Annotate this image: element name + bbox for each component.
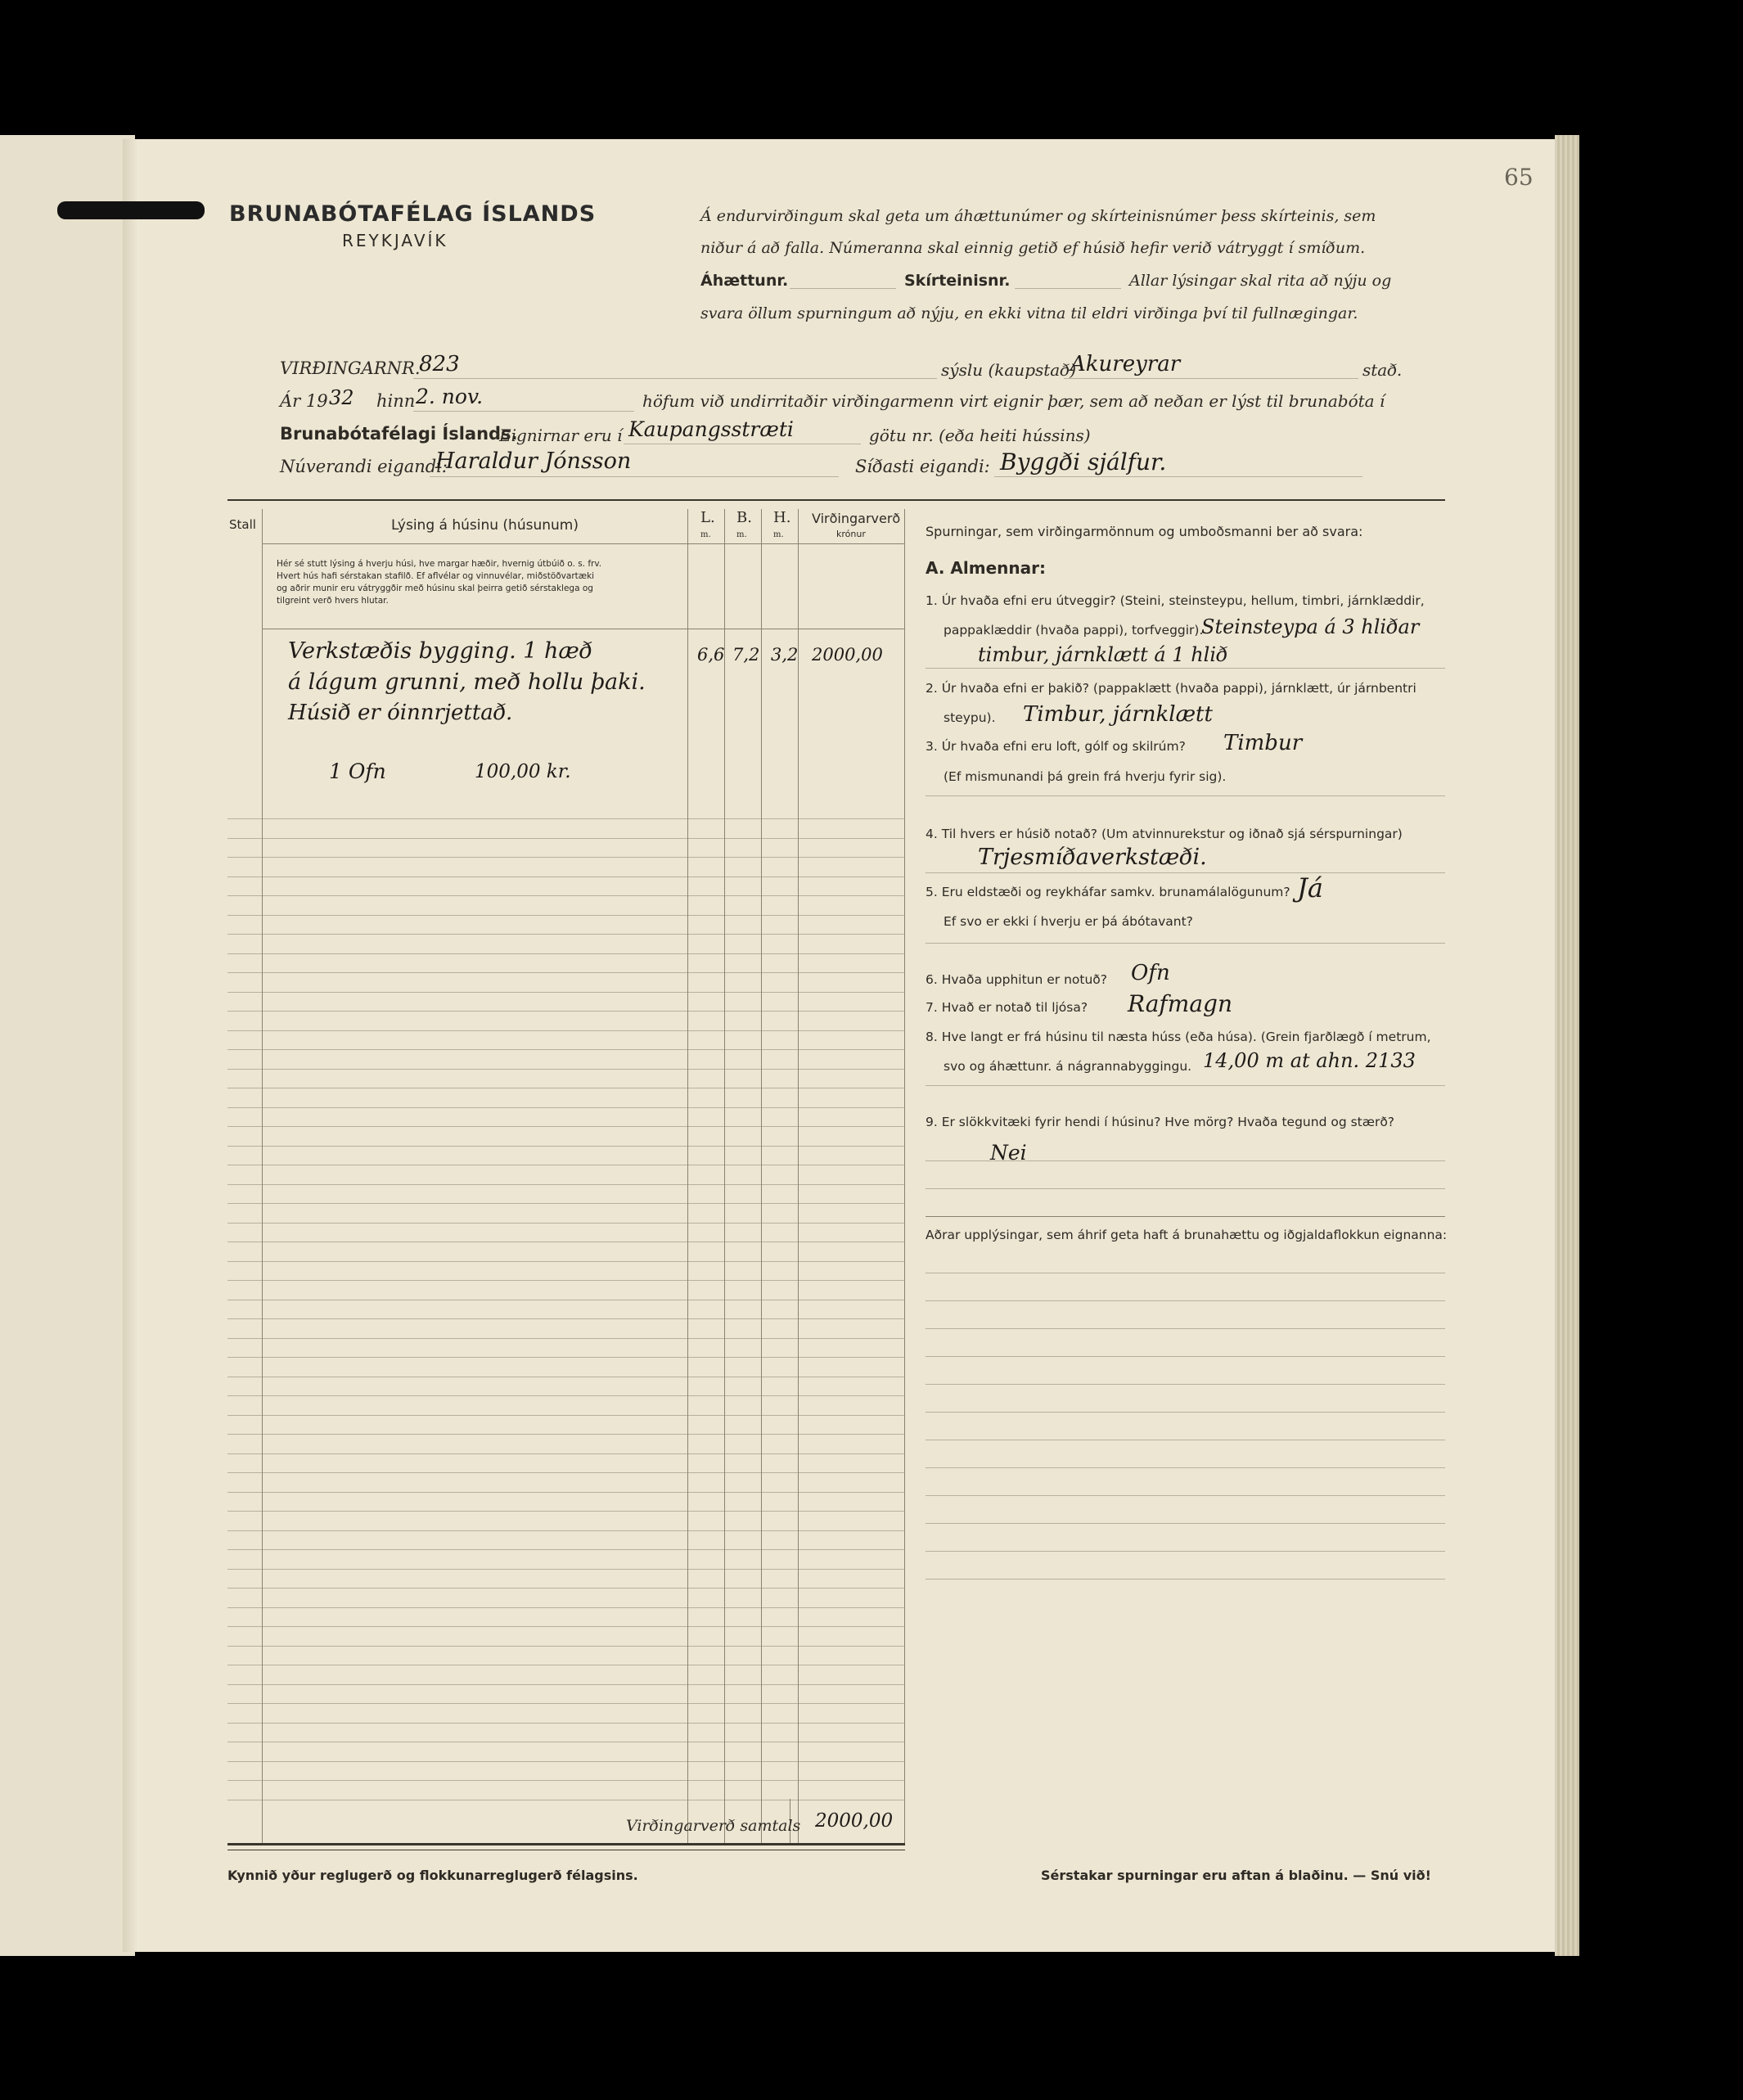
page-number: 65 bbox=[1504, 164, 1534, 191]
ledger-line bbox=[227, 1126, 904, 1127]
ledger-line bbox=[227, 1395, 904, 1396]
ledger-line bbox=[227, 1415, 904, 1416]
ledger-line bbox=[227, 1703, 904, 1704]
ledger-line bbox=[227, 1492, 904, 1493]
ledger-line bbox=[227, 992, 904, 993]
entry-line-2: á lágum grunni, með hollu þaki. bbox=[288, 669, 646, 695]
owner: Haraldur Jónsson bbox=[435, 448, 632, 474]
ledger-line bbox=[227, 1280, 904, 1281]
footer-left: Kynnið yður reglugerð og flokkunarreglugerð félagsins. bbox=[227, 1868, 638, 1883]
valuation-number: 823 bbox=[419, 352, 460, 376]
ledger-line bbox=[227, 934, 904, 935]
answer-1a: Steinsteypa á 3 hliðar bbox=[1201, 615, 1420, 638]
ledger-line bbox=[227, 838, 904, 839]
binding-clip bbox=[57, 201, 205, 219]
section-a: A. Almennar: bbox=[926, 558, 1046, 578]
ledger-line bbox=[227, 1549, 904, 1550]
entry-extra-value: 100,00 kr. bbox=[475, 761, 571, 782]
ledger-line bbox=[227, 1780, 904, 1781]
day: 2. nov. bbox=[416, 385, 484, 408]
page bbox=[135, 139, 1555, 1952]
entry-line-1: Verkstæðis bygging. 1 hæð bbox=[288, 638, 593, 664]
org-name: BRUNABÓTAFÉLAG ÍSLANDS bbox=[229, 201, 597, 227]
ledger-line bbox=[227, 1453, 904, 1454]
other-info-line bbox=[926, 1579, 1445, 1580]
ledger-line bbox=[227, 972, 904, 973]
ledger-line bbox=[227, 1184, 904, 1185]
other-info-line bbox=[926, 1495, 1445, 1496]
questions-intro: Spurningar, sem virðingarmönnum og umboðsmanni ber að svara: bbox=[926, 524, 1363, 539]
entry-extra-item: 1 Ofn bbox=[329, 759, 386, 783]
ledger-line bbox=[227, 915, 904, 916]
total-label: Virðingarverð samtals bbox=[626, 1817, 801, 1835]
left-page bbox=[0, 135, 135, 1956]
ledger-line bbox=[227, 1011, 904, 1012]
footer-right: Sérstakar spurningar eru aftan á blaðinu. — Snú við! bbox=[1041, 1868, 1431, 1883]
page-edge bbox=[1555, 135, 1579, 1956]
other-info-line bbox=[926, 1523, 1445, 1524]
answer-4: Trjesmíðaverkstæði. bbox=[978, 845, 1207, 870]
other-info-line bbox=[926, 1300, 1445, 1301]
ledger-line bbox=[227, 1684, 904, 1685]
col-desc: Lýsing á húsinu (húsunum) bbox=[391, 517, 579, 534]
ledger-line bbox=[227, 1626, 904, 1627]
ledger-line bbox=[227, 1261, 904, 1262]
valuation-label: VIRÐINGARNR. bbox=[280, 358, 421, 378]
answer-3: Timbur bbox=[1223, 731, 1303, 755]
ledger-line bbox=[227, 1318, 904, 1319]
ledger-line bbox=[227, 1107, 904, 1108]
other-info-line bbox=[926, 1412, 1445, 1413]
org-city: REYKJAVÍK bbox=[342, 231, 448, 250]
ledger-line bbox=[227, 818, 904, 819]
ledger-line bbox=[227, 1049, 904, 1050]
ledger-line bbox=[227, 953, 904, 954]
col-value: Virðingarverð bbox=[812, 511, 901, 526]
ledger-line bbox=[227, 1761, 904, 1762]
entry-value: 2000,00 bbox=[812, 645, 883, 665]
ledger-line bbox=[227, 1723, 904, 1724]
other-info-line bbox=[926, 1384, 1445, 1385]
total-value: 2000,00 bbox=[815, 1810, 894, 1832]
entry-line-3: Húsið er óinnrjettað. bbox=[288, 701, 513, 725]
ledger-line bbox=[227, 1434, 904, 1435]
ledger-line bbox=[227, 1030, 904, 1031]
ledger-line bbox=[227, 1338, 904, 1339]
entry-l: 6,6 bbox=[697, 645, 725, 665]
answer-6: Ofn bbox=[1131, 961, 1170, 985]
other-info-line bbox=[926, 1328, 1445, 1329]
other-info-line bbox=[926, 1467, 1445, 1468]
ledger-line bbox=[227, 1588, 904, 1589]
answer-2: Timbur, járnklætt bbox=[1023, 702, 1213, 727]
cert-label: Skírteinisnr. bbox=[904, 272, 1011, 290]
col-stall: Stall bbox=[229, 517, 256, 532]
ledger-line bbox=[227, 1530, 904, 1531]
ledger-line bbox=[227, 1357, 904, 1358]
street: Kaupangsstræti bbox=[628, 417, 794, 441]
entry-b: 7,2 bbox=[732, 645, 760, 665]
risk-label: Áhættunr. bbox=[700, 272, 789, 290]
district: Akureyrar bbox=[1070, 352, 1181, 376]
other-info-line bbox=[926, 1356, 1445, 1357]
ledger-line bbox=[227, 857, 904, 858]
prev-owner: Byggði sjálfur. bbox=[1000, 448, 1167, 475]
answer-9: Nei bbox=[990, 1141, 1027, 1165]
answer-7: Rafmagn bbox=[1128, 990, 1232, 1017]
answer-8: 14,00 m at ahn. 2133 bbox=[1203, 1049, 1416, 1072]
entry-h: 3,2 bbox=[771, 645, 799, 665]
ledger-line bbox=[227, 1511, 904, 1512]
book-gutter bbox=[123, 139, 139, 1952]
ledger-line bbox=[227, 1146, 904, 1147]
other-info-line bbox=[926, 1551, 1445, 1552]
ledger-line bbox=[227, 1569, 904, 1570]
other-info-label: Aðrar upplýsingar, sem áhrif geta haft á brunahættu og iðgjaldaflokkun eignanna: bbox=[926, 1228, 1448, 1242]
ledger-line bbox=[227, 1607, 904, 1608]
ledger-line bbox=[227, 1069, 904, 1070]
ledger-line bbox=[227, 895, 904, 896]
ledger-line bbox=[227, 1646, 904, 1647]
year: 32 bbox=[329, 386, 354, 409]
ledger-line bbox=[227, 1203, 904, 1204]
answer-5: Já bbox=[1297, 872, 1323, 904]
ledger-line bbox=[227, 1472, 904, 1473]
answer-1b: timbur, járnklætt á 1 hlið bbox=[978, 643, 1228, 666]
